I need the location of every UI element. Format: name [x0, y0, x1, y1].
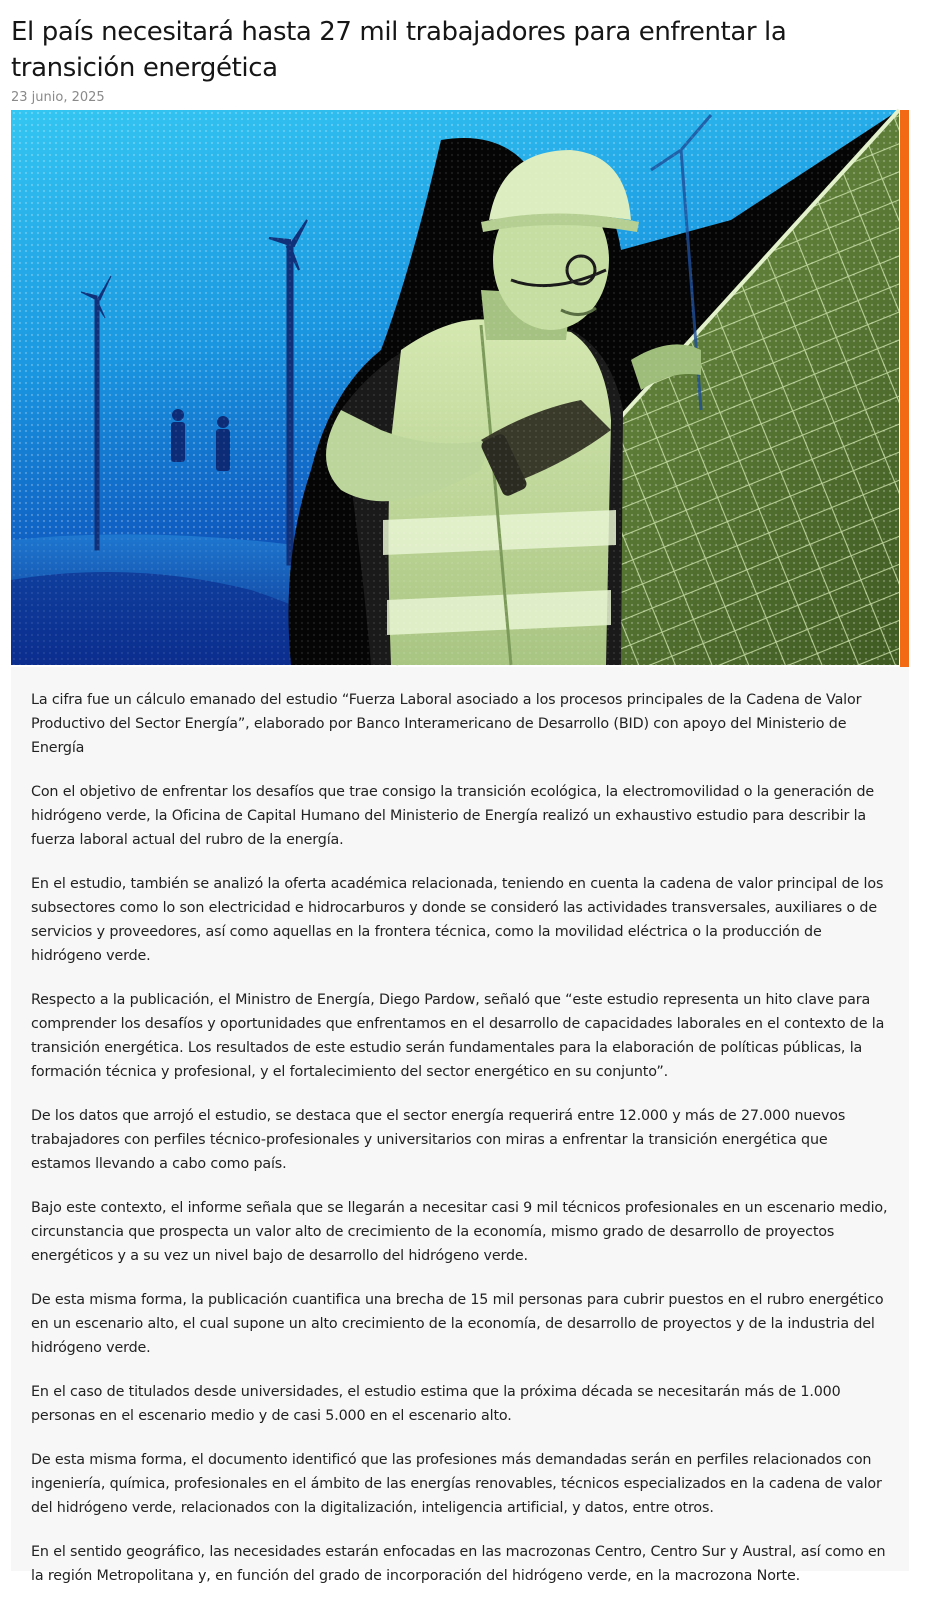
paragraph: Con el objetivo de enfrentar los desafíos que trae consigo la transición ecológica, la electromovilidad o la generación de hidrógeno verde, la Oficina de Capital Humano del Ministerio de Energía realizó un exhaustivo estudio para describir la fuerza laboral actual del rubro de la energía. — [31, 784, 875, 848]
article-date: 23 junio, 2025 — [11, 90, 105, 105]
paragraph: De esta misma forma, la publicación cuantifica una brecha de 15 mil personas para cubrir puestos en el rubro energético en un escenario alto, el cual supone un alto crecimiento de la economía, de desarrollo de proyectos y de la industria del hidrógeno verde. — [31, 1292, 884, 1356]
paragraph: Respecto a la publicación, el Ministro de Energía, Diego Pardow, señaló que “este estudio representa un hito clave para comprender los desafíos y oportunidades que enfrentamos en el desarrollo de capacidades laborales en el contexto de la transición energética. Los resultados de este estudio serán fundamentales para la elaboración de políticas públicas, la formación técnica y profesional, y el fortalecimiento del sector energético en su conjunto”. — [31, 992, 885, 1080]
paragraph: De los datos que arrojó el estudio, se destaca que el sector energía requerirá entre 12.000 y más de 27.000 nuevos trabajadores con perfiles técnico-profesionales y universitarios con miras a enfrentar la transición energética que estamos llevando a cabo como país. — [31, 1108, 846, 1172]
accent-bar — [900, 110, 909, 667]
paragraph: En el estudio, también se analizó la oferta académica relacionada, teniendo en cuenta la cadena de valor principal de los subsectores como lo son electricidad e hidrocarburos y donde se consideró las actividades transversales, auxiliares o de servicios y proveedores, así como aquellas en la frontera técnica, como la movilidad eléctrica o la producción de hidrógeno verde. — [31, 876, 884, 964]
article-title: El país necesitará hasta 27 mil trabajadores para enfrentar la transición energética — [11, 17, 787, 83]
article-body — [31, 688, 891, 1608]
hero-image — [11, 110, 899, 665]
paragraph: De esta misma forma, el documento identificó que las profesiones más demandadas serán en perfiles relacionados con ingeniería, química, profesionales en el ámbito de las energías renovables, técnicos especializados en la cadena de valor del hidrógeno verde, relacionados con la digitalización, inteligencia artificial, y datos, entre otros. — [31, 1452, 882, 1516]
paragraph: En el sentido geográfico, las necesidades estarán enfocadas en las macrozonas Centro, Centro Sur y Austral, así como en la región Metropolitana y, en función del grado de incorporación del hidrógeno verde, en la macrozona Norte. — [31, 1544, 886, 1584]
paragraph: Bajo este contexto, el informe señala que se llegarán a necesitar casi 9 mil técnicos profesionales en un escenario medio, circunstancia que prospecta un valor alto de crecimiento de la economía, mismo grado de desarrollo de proyectos energéticos y a su vez un nivel bajo de desarrollo del hidrógeno verde. — [31, 1200, 888, 1264]
paragraph: En el caso de titulados desde universidades, el estudio estima que la próxima década se necesitarán más de 1.000 personas en el escenario medio y de casi 5.000 en el escenario alto. — [31, 1384, 841, 1424]
paragraph: La cifra fue un cálculo emanado del estudio “Fuerza Laboral asociado a los procesos principales de la Cadena de Valor Productivo del Sector Energía”, elaborado por Banco Interamericano de Desarrollo (BID) con apoyo del Ministerio de Energía — [31, 692, 862, 756]
